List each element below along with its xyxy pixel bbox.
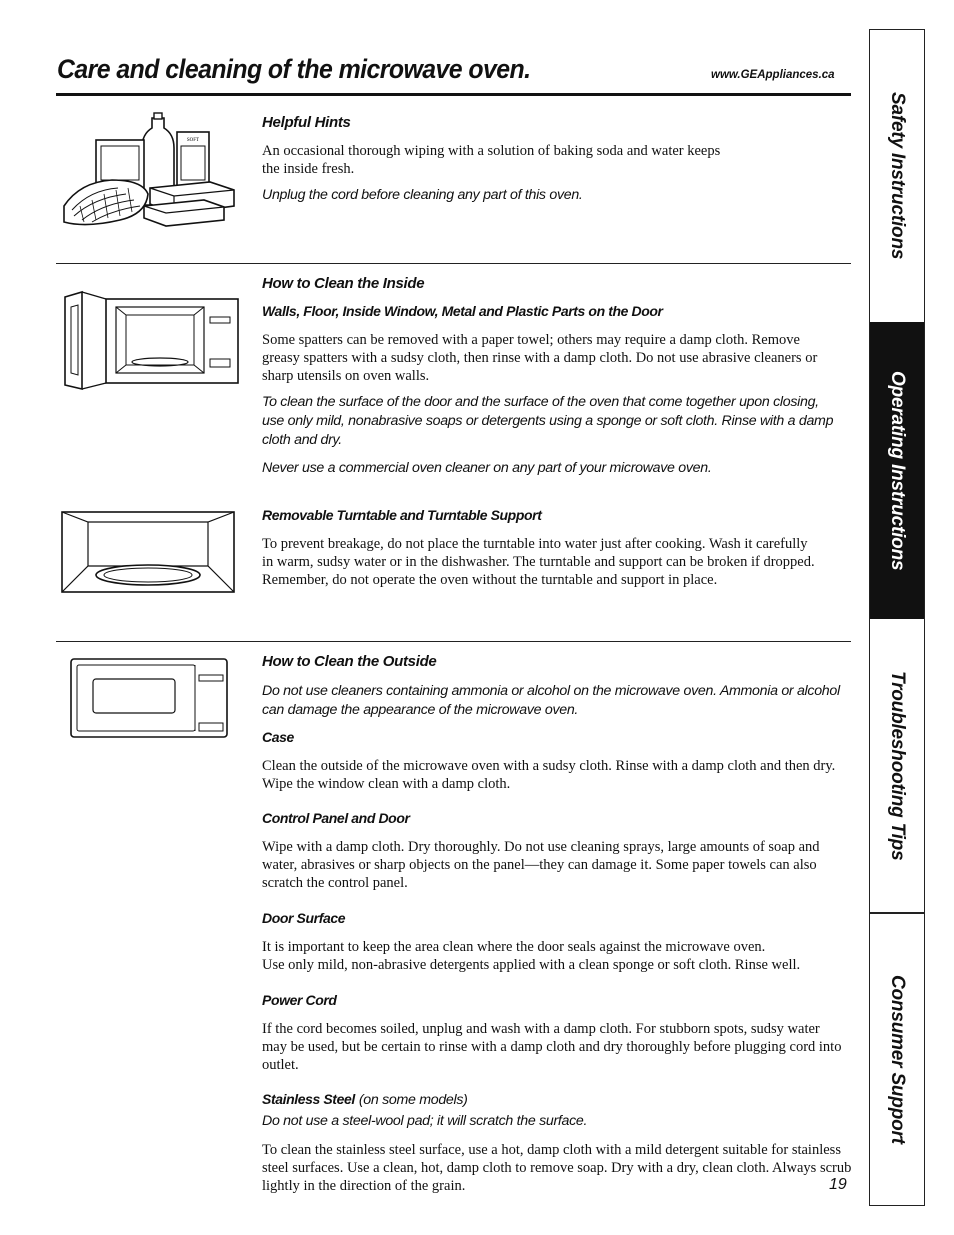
stainless-steel-heading-row [262,1091,468,1110]
tab-troubleshooting-tips[interactable] [870,619,924,913]
turntable-illustration [60,510,238,596]
case-text: Clean the outside of the microwave oven with a sudsy cloth. Rinse with a damp cloth and then dry. Wipe the window clean with a damp cloth. [262,758,836,793]
door-surface-line-2: Use only mild, non-abrasive detergents applied with a clean sponge or soft cloth. Rinse well. [262,957,801,974]
steel-wool-warning: Do not use a steel-wool pad; it will scratch the surface. [262,1113,588,1129]
tab-label: Operating Instructions [887,370,908,571]
tab-operating-instructions[interactable] [870,322,924,619]
door-surface-heading: Door Surface [262,910,346,926]
page-title: Care and cleaning of the microwave oven. [57,54,531,84]
tab-safety-instructions[interactable] [870,30,924,322]
tab-label: Consumer Support [887,975,908,1144]
header-rule [56,93,851,96]
tab-label: Safety Instructions [887,92,908,260]
inside-spatters-text: Some spatters can be removed with a paper towel; others may require a damp cloth. Remove greasy spatters with a sudsy cloth, then rinse with a damp cloth. Do not use abrasive cleaners or sharp utensils on oven walls. [262,332,818,385]
cleaning-supplies-illustration [60,110,240,232]
power-cord-heading: Power Cord [262,992,337,1008]
helpful-hints-text [262,142,822,178]
turntable-text: To prevent breakage, do not place the turntable into water just after cooking. Wash it carefully in warm, sudsy water or in the dishwasher. The turntable and support can be broken if dropped. Remember, do not operate the oven without the turntable and support in place. [262,536,815,589]
door-surface-line-1: It is important to keep the area clean where the door seals against the microwave oven. [262,939,766,955]
door-surface-instructions: To clean the surface of the door and the surface of the oven that come together upon closing, use only mild, nonabrasive soaps or detergents using a sponge or soft cloth. Rinse with a damp cloth and dry. [262,394,834,448]
helpful-hints-line-1: An occasional thorough wiping with a solution of baking soda and water keeps [262,143,721,159]
power-cord-text: If the cord becomes soiled, unplug and wash with a damp cloth. For stubborn spots, sudsy water may be used, but be certain to rinse with a damp cloth and dry thoroughly before plugging cord into outlet. [262,1021,842,1074]
helpful-hints-heading: Helpful Hints [262,114,351,131]
commercial-cleaner-warning: Never use a commercial oven cleaner on any part of your microwave oven. [262,460,712,476]
ammonia-warning: Do not use cleaners containing ammonia or alcohol on the microwave oven. Ammonia or alcohol can damage the appearance of the microwave oven. [262,683,840,718]
clean-outside-heading: How to Clean the Outside [262,653,437,670]
section-divider-1 [56,263,851,264]
door-surface-text [262,938,852,974]
tab-consumer-support[interactable] [870,914,924,1205]
control-panel-text: Wipe with a damp cloth. Dry thoroughly. Do not use cleaning sprays, large amounts of soap and water, abrasives or sharp objects on the panel—they can damage it. Some paper towels can also scratch the control panel. [262,839,820,892]
stainless-steel-text: To clean the stainless steel surface, use a hot, damp cloth with a mild detergent suitable for stainless steel surfaces. Use a clean, hot, damp cloth to remove soap. Dry with a dry, clean cloth. Always scrub lightly in the direction of the grain. [262,1142,852,1195]
helpful-hints-line-2: the inside fresh. [262,161,355,178]
website-url[interactable]: www.GEAppliances.ca [711,69,835,81]
oven-open-door-illustration [62,289,242,393]
stainless-steel-heading: Stainless Steel [262,1091,355,1107]
oven-closed-illustration [69,657,231,741]
inside-parts-subheading: Walls, Floor, Inside Window, Metal and Plastic Parts on the Door [262,303,663,319]
section-tabs [869,29,925,1206]
turntable-heading: Removable Turntable and Turntable Support [262,507,542,523]
page-number: 19 [829,1176,847,1193]
case-heading: Case [262,729,294,745]
tab-label: Troubleshooting Tips [887,671,908,861]
section-divider-2 [56,641,851,642]
clean-inside-heading: How to Clean the Inside [262,275,425,292]
box-label-right: SOFT [186,138,200,143]
stainless-steel-qualifier: (on some models) [358,1092,468,1108]
unplug-note: Unplug the cord before cleaning any part of this oven. [262,187,583,203]
control-panel-heading: Control Panel and Door [262,810,410,826]
